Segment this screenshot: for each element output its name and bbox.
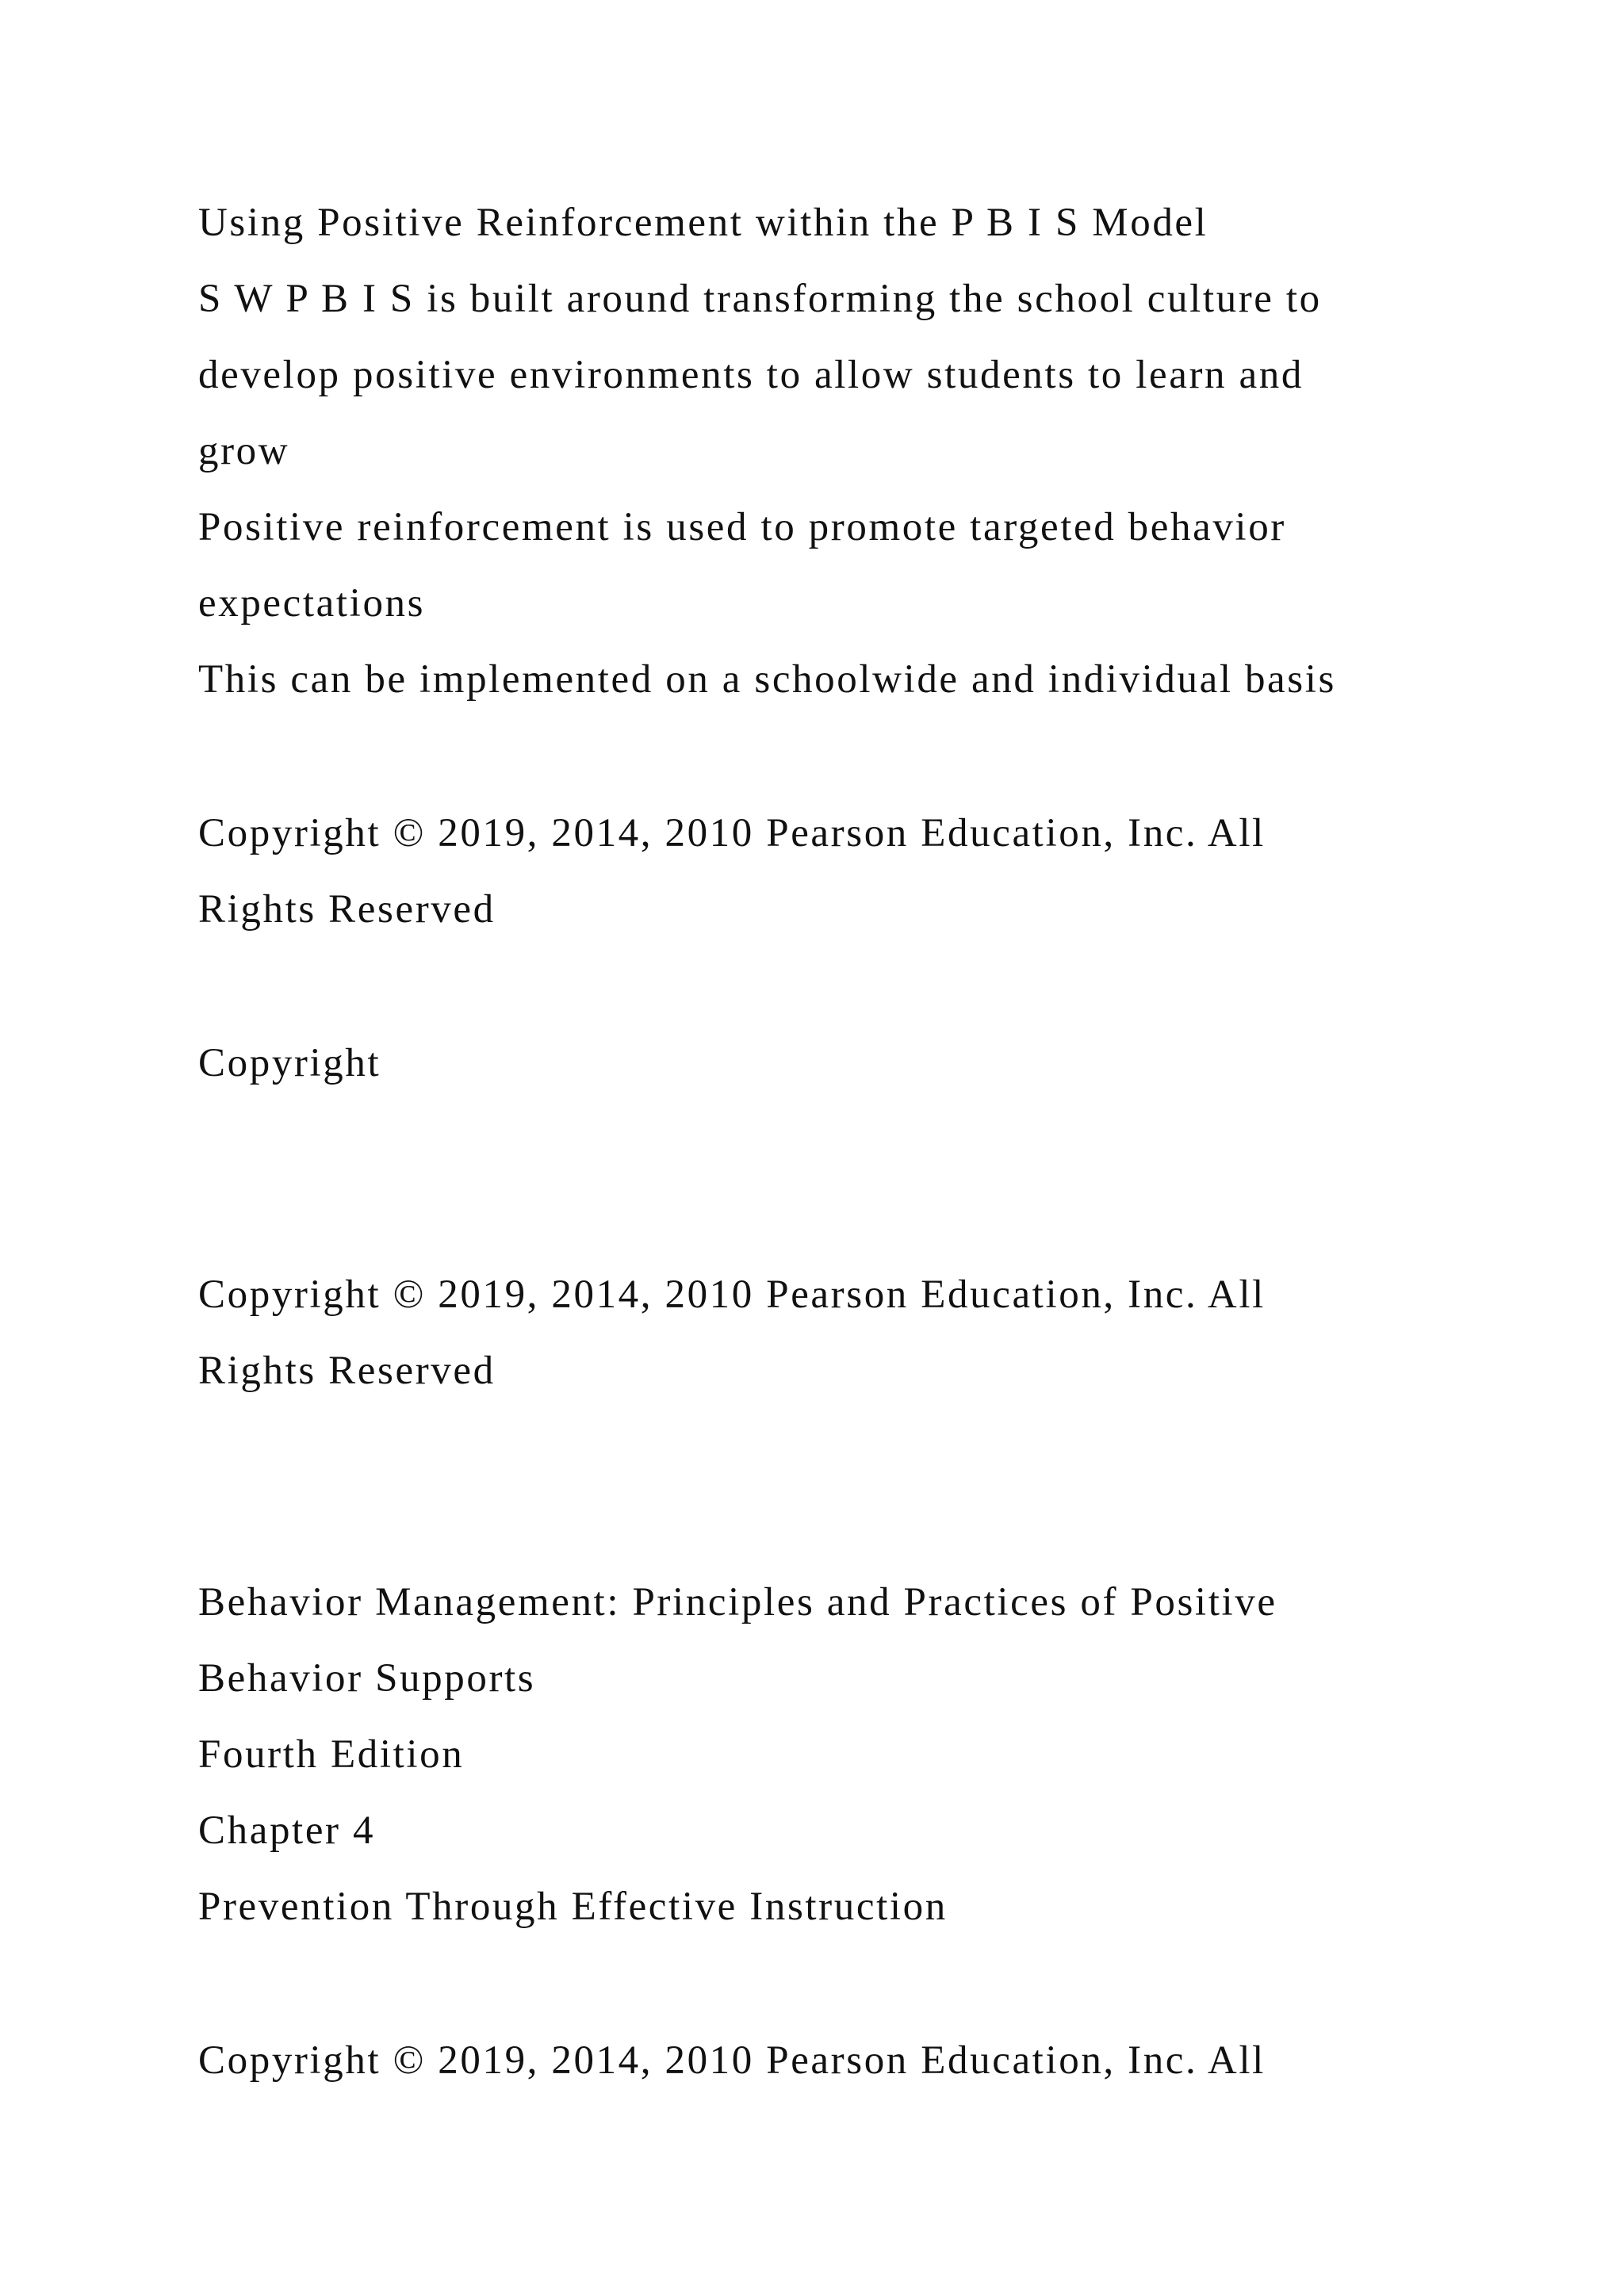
chapter-line: Chapter 4 [198, 1808, 376, 1853]
body-line: Positive reinforcement is used to promote targeted behavior [198, 505, 1286, 549]
body-line: grow [198, 429, 290, 473]
body-line: S W P B I S is built around transforming the school culture to [198, 277, 1322, 321]
section-title: Copyright [198, 1041, 381, 1085]
book-title-line: Behavior Supports [198, 1656, 536, 1701]
copyright-line: Rights Reserved [198, 1349, 496, 1393]
edition-line: Fourth Edition [198, 1732, 465, 1777]
body-line: This can be implemented on a schoolwide and individual basis [198, 657, 1336, 702]
body-line: develop positive environments to allow students to learn and [198, 353, 1304, 397]
book-title-line: Behavior Management: Principles and Practices of Positive [198, 1580, 1277, 1624]
copyright-line: Copyright © 2019, 2014, 2010 Pearson Education, Inc. All [198, 1272, 1266, 1317]
copyright-line: Rights Reserved [198, 887, 496, 932]
copyright-line: Copyright © 2019, 2014, 2010 Pearson Education, Inc. All [198, 811, 1266, 855]
body-line: expectations [198, 581, 426, 626]
section-title: Using Positive Reinforcement within the P B I S Model [198, 201, 1208, 245]
copyright-line: Copyright © 2019, 2014, 2010 Pearson Education, Inc. All [198, 2038, 1266, 2083]
chapter-title-line: Prevention Through Effective Instruction [198, 1885, 948, 1929]
